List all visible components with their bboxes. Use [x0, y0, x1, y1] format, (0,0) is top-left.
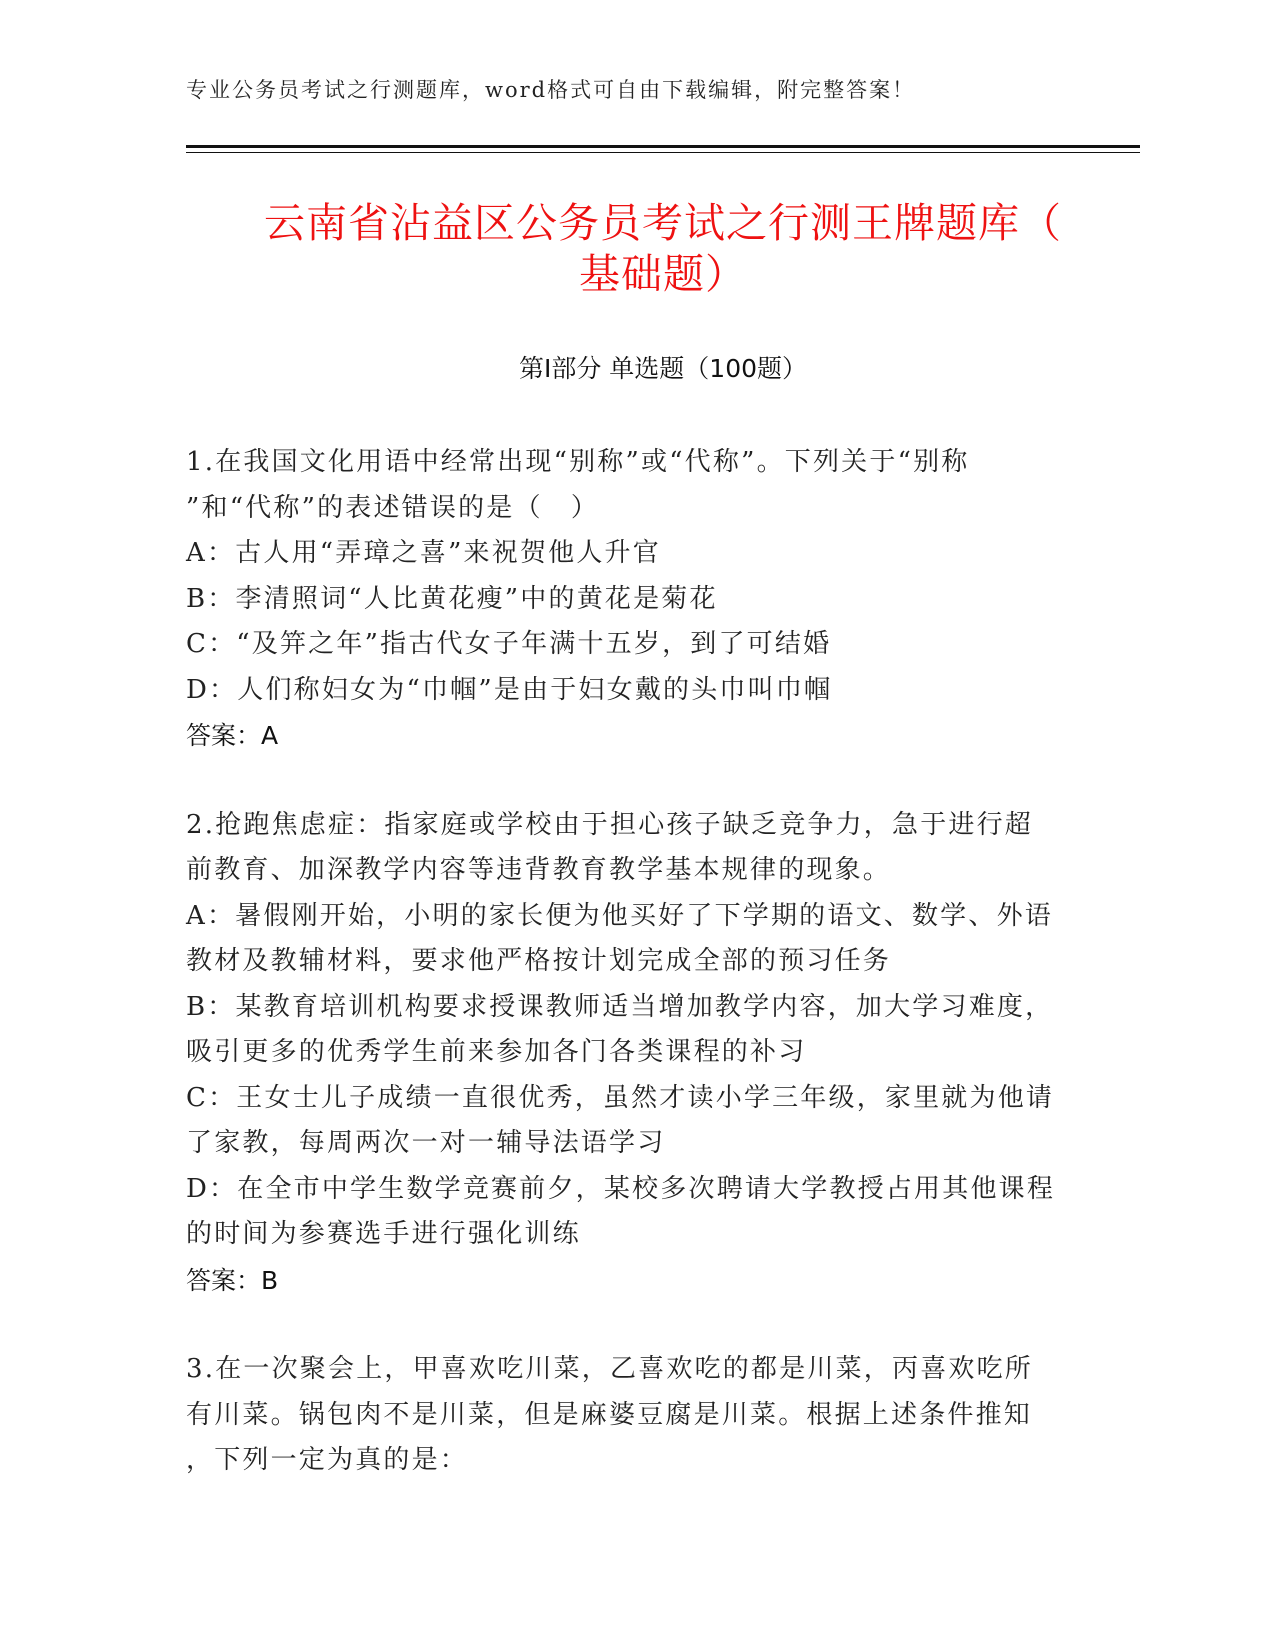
question-3-stem-line-3: ，下列一定为真的是：	[186, 1445, 469, 1475]
question-3-stem-line-1: 3.在一次聚会上，甲喜欢吃川菜，乙喜欢吃的都是川菜，丙喜欢吃所	[186, 1354, 1034, 1384]
question-1-stem-line-2: ”和“代称”的表述错误的是（ ）	[186, 492, 600, 523]
question-1-option-d: D：人们称妇女为“巾帼”是由于妇女戴的头巾叫巾帼	[186, 674, 833, 705]
question-2-option-b-line-1: B：某教育培训机构要求授课教师适当增加教学内容，加大学习难度，	[186, 991, 1054, 1022]
question-2-option-c-line-2: 了家教，每周两次一对一辅导法语学习	[186, 1128, 666, 1158]
question-1-answer: 答案：A	[186, 721, 279, 750]
section-title: 第Ⅰ部分 单选题（100题）	[518, 354, 808, 383]
question-2-option-a-line-1: A：暑假刚开始，小明的家长便为他买好了下学期的语文、数学、外语	[186, 900, 1053, 931]
question-list	[186, 440, 1066, 1528]
question-2	[186, 803, 1066, 1304]
header-rule-thin	[186, 152, 1140, 153]
question-2-stem-line-1: 2.抢跑焦虑症：指家庭或学校由于担心孩子缺乏竞争力，急于进行超	[186, 809, 1034, 840]
document-title-line-1: 云南省沾益区公务员考试之行测王牌题库（	[264, 199, 1062, 247]
question-2-option-b-line-2: 吸引更多的优秀学生前来参加各门各类课程的补习	[186, 1037, 807, 1067]
question-3	[186, 1347, 1066, 1484]
question-2-option-d-line-1: D：在全市中学生数学竞赛前夕，某校多次聘请大学教授占用其他课程	[186, 1173, 1056, 1204]
question-1	[186, 440, 1066, 759]
question-1-option-a: A：古人用“弄璋之喜”来祝贺他人升官	[186, 538, 661, 568]
page-header: 专业公务员考试之行测题库，word格式可自由下载编辑，附完整答案！	[186, 78, 916, 102]
question-2-option-c-line-1: C：王女士儿子成绩一直很优秀，虽然才读小学三年级，家里就为他请	[186, 1082, 1055, 1113]
question-1-option-b: B：李清照词“人比黄花瘦”中的黄花是菊花	[186, 583, 718, 614]
document-title	[186, 198, 1140, 300]
question-2-option-d-line-2: 的时间为参赛选手进行强化训练	[186, 1219, 581, 1249]
question-1-option-c: C：“及笄之年”指古代女子年满十五岁，到了可结婚	[186, 629, 832, 659]
header-rule-thick	[186, 145, 1140, 148]
question-2-stem-line-2: 前教育、加深教学内容等违背教育教学基本规律的现象。	[186, 855, 892, 885]
question-2-option-a-line-2: 教材及教辅材料，要求他严格按计划完成全部的预习任务	[186, 946, 892, 976]
question-3-stem-line-2: 有川菜。锅包肉不是川菜，但是麻婆豆腐是川菜。根据上述条件推知	[186, 1399, 1033, 1430]
question-1-stem-line-1: 1.在我国文化用语中经常出现“别称”或“代称”。下列关于“别称	[186, 447, 970, 477]
question-2-answer: 答案：B	[186, 1265, 279, 1295]
document-title-line-2: 基础题）	[579, 250, 747, 298]
